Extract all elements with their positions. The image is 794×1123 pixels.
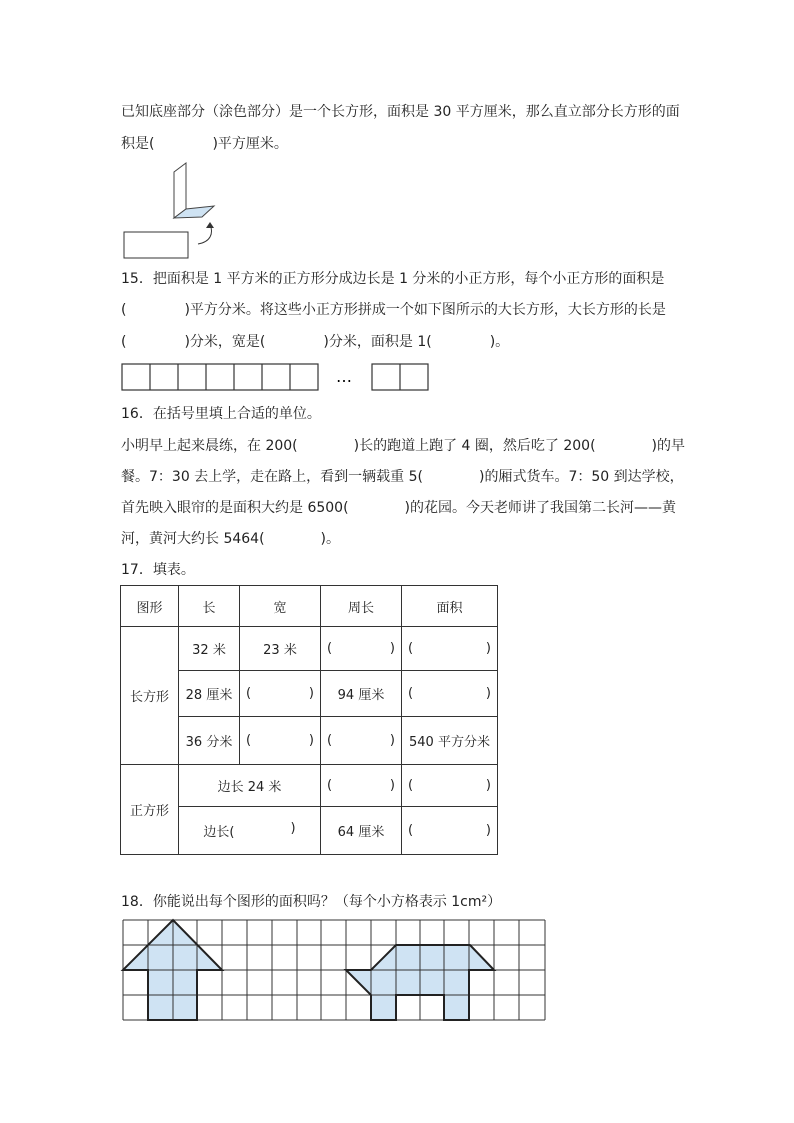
q17-fill-table [120,585,498,855]
q16-line2 [121,467,684,487]
cell-area-blank[interactable]: ( ) [402,807,498,855]
cell-area-blank[interactable]: ( ) [402,671,498,717]
q16-text: 河，黄河大约长 5464( [121,531,265,547]
q16-text: 首先映入眼帘的是面积大约是 6500( [121,500,349,516]
cell-perimeter: 94 厘米 [321,671,402,717]
cell-length: 36 分米 [179,717,240,765]
header-area: 面积 [402,586,498,627]
q16-line1 [121,436,685,456]
cell-area-blank[interactable]: ( ) [402,765,498,807]
q15-text-line1: 15．把面积是 1 平方米的正方形分成边长是 1 分米的小正方形，每个小正方形的面积是 [121,271,665,287]
cell-width: 23 米 [240,627,321,671]
q14-text-b: )平方厘米。 [212,136,288,152]
q17-title: 17．填表。 [121,562,195,578]
q16-line4 [121,529,340,549]
cell-perimeter-blank[interactable]: ( ) [321,627,402,671]
q16-text: 小明早上起来晨练，在 200( [121,438,298,454]
cell-perimeter: 64 厘米 [321,807,402,855]
cell-side-blank[interactable]: 边长( ) [179,807,321,855]
q16-text: )的早 [651,438,686,454]
q15-text-line2 [121,300,666,320]
header-shape: 图形 [121,586,179,627]
q15-paren-open-2: ( [121,334,127,350]
q18-grid-figure [120,918,548,1024]
rect-label: 长方形 [121,627,179,765]
header-width: 宽 [240,586,321,627]
q16-text: )。 [320,531,341,547]
q14-text-line1: 已知底座部分（涂色部分）是一个长方形，面积是 30 平方厘米，那么直立部分长方形的面 [121,104,680,120]
cell-side: 边长 24 米 [179,765,321,807]
q15-text-c: )分米，宽是( [184,334,266,350]
cell-perimeter-blank[interactable]: ( ) [321,765,402,807]
q14-text-a: 积是( [121,136,155,152]
q14-text-line2 [121,134,288,154]
header-perimeter: 周长 [321,586,402,627]
q18-title: 18．你能说出每个图形的面积吗？（每个小方格表示 1cm²） [121,894,502,910]
q16-line3 [121,498,676,518]
q16-text: )长的跑道上跑了 4 圈，然后吃了 200( [353,438,596,454]
q16-text: )的厢式货车。7：50 到达学校， [479,469,684,485]
q15-text-b: )平方分米。将这些小正方形拼成一个如下图所示的大长方形，大长方形的长是 [184,302,666,318]
q15-text-line3 [121,332,509,352]
q15-text-e: )。 [489,334,510,350]
q14-figure [118,160,228,262]
cell-length: 32 米 [179,627,240,671]
cell-area-blank[interactable]: ( ) [402,627,498,671]
cell-width-blank[interactable]: ( ) [240,671,321,717]
q15-text-d: )分米，面积是 1( [323,334,432,350]
cell-area: 540 平方分米 [402,717,498,765]
q15-paren-open: ( [121,302,127,318]
square-label: 正方形 [121,765,179,855]
ellipsis: … [336,367,352,386]
square-strip [122,364,318,390]
q16-text: 餐。7：30 去上学，走在路上，看到一辆载重 5( [121,469,423,485]
q16-title: 16．在括号里填上合适的单位。 [121,406,321,422]
header-length: 长 [179,586,240,627]
base-rectangle [124,232,188,258]
q16-text: )的花园。今天老师讲了我国第二长河——黄 [404,500,677,516]
cell-perimeter-blank[interactable]: ( ) [321,717,402,765]
arrow-head-icon [206,222,214,228]
q15-squares-figure [120,362,432,392]
cell-length: 28 厘米 [179,671,240,717]
cell-width-blank[interactable]: ( ) [240,717,321,765]
